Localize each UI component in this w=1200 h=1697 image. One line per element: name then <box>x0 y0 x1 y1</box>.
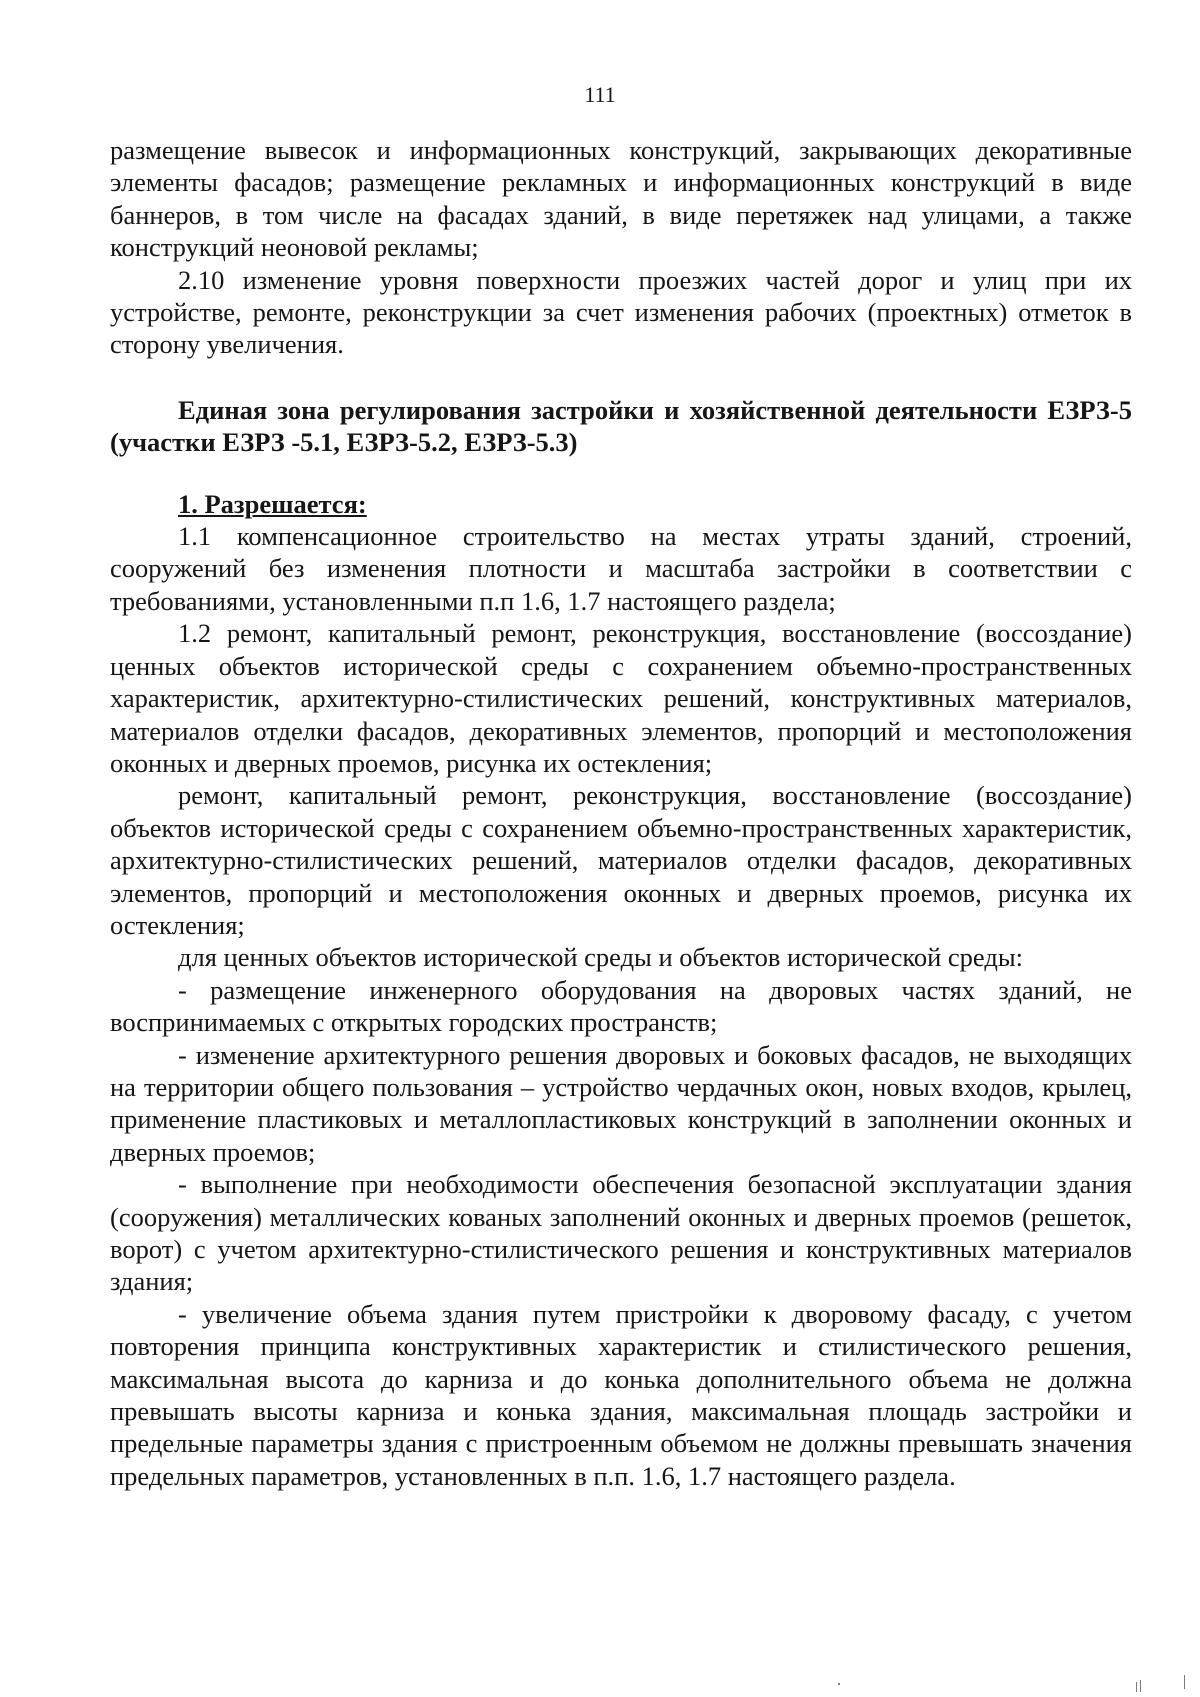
scan-mark <box>1184 1675 1185 1689</box>
item-forged-fillings: - выполнение при необходимости обеспечения безопасной эксплуатации здания (сооружения) металлических кованых заполнений оконных и дверных проемов (решеток, ворот) с учетом архитектурно-стилистического решения и конструктивных материалов здания; <box>110 1169 1132 1297</box>
subsection-heading: 1. Разрешается: <box>178 488 367 519</box>
item-1-1: 1.1 компенсационное строительство на местах утраты зданий, строений, сооружений без изменения плотности и масштаба застройки в соответствии с требованиями, установленными п.п 1.6, 1.7 настоящего раздела; <box>110 521 1132 616</box>
section-heading: Единая зона регулирования застройки и хозяйственной деятельности ЕЗРЗ-5 (участки ЕЗРЗ -5.1, ЕЗРЗ-5.2, ЕЗРЗ-5.3) <box>110 394 1132 458</box>
item-volume-increase: - увеличение объема здания путем пристройки к дворовому фасаду, с учетом повторения принципа конструктивных характеристик и стилистического решения, максимальная высота до карниза и до конька дополнительного объема не должна превышать высоты карниза и конька здания, максимальная площадь застройки и предельные параметры здания с пристроенным объемом не должны превышать значения предельных параметров, установленных в п.п. 1.6, 1.7 настоящего раздела. <box>110 1298 1132 1491</box>
item-valuable-objects-intro: для ценных объектов исторической среды и объектов исторической среды: <box>178 942 1023 973</box>
paragraph-2-10: 2.10 изменение уровня поверхности проезжих частей дорог и улиц при их устройстве, ремонте, реконструкции за счет изменения рабочих (проектных) отметок в сторону увеличения. <box>110 264 1132 360</box>
document-body <box>110 134 1132 1492</box>
item-engineering-equipment: - размещение инженерного оборудования на дворовых частях зданий, не воспринимаемых с открытых городских пространств; <box>110 974 1132 1038</box>
scan-mark <box>838 1683 840 1685</box>
paragraph-continuation: размещение вывесок и информационных конструкций, закрывающих декоративные элементы фасадов; размещение рекламных и информационных конструкций в виде баннеров, в том числе на фасадах зданий, в виде перетяжек над улицами, а также конструкций неоновой рекламы; <box>110 135 1132 263</box>
scan-mark <box>1140 1680 1141 1692</box>
scan-mark <box>1136 1682 1137 1692</box>
page-number: 111 <box>584 82 616 107</box>
item-facade-changes: - изменение архитектурного решения дворовых и боковых фасадов, не выходящих на территории общего пользования – устройство чердачных окон, новых входов, крылец, применение пластиковых и металлопластиковых конструкций в заполнении оконных и дверных проемов; <box>110 1039 1132 1167</box>
item-repair-historical-objects: ремонт, капитальный ремонт, реконструкция, восстановление (воссоздание) объектов исторической среды с сохранением объемно-пространственных характеристик, архитектурно-стилистических решений, материалов отделки фасадов, декоративных элементов, пропорций и местоположения оконных и дверных проемов, рисунка их остекления; <box>110 780 1132 940</box>
item-1-2: 1.2 ремонт, капитальный ремонт, реконструкция, восстановление (воссоздание) ценных объектов исторической среды с сохранением объемно-пространственных характеристик, архитектурно-стилистических решений, конструктивных материалов, материалов отделки фасадов, декоративных элементов, пропорций и местоположения оконных и дверных проемов, рисунка их остекления; <box>110 618 1132 778</box>
